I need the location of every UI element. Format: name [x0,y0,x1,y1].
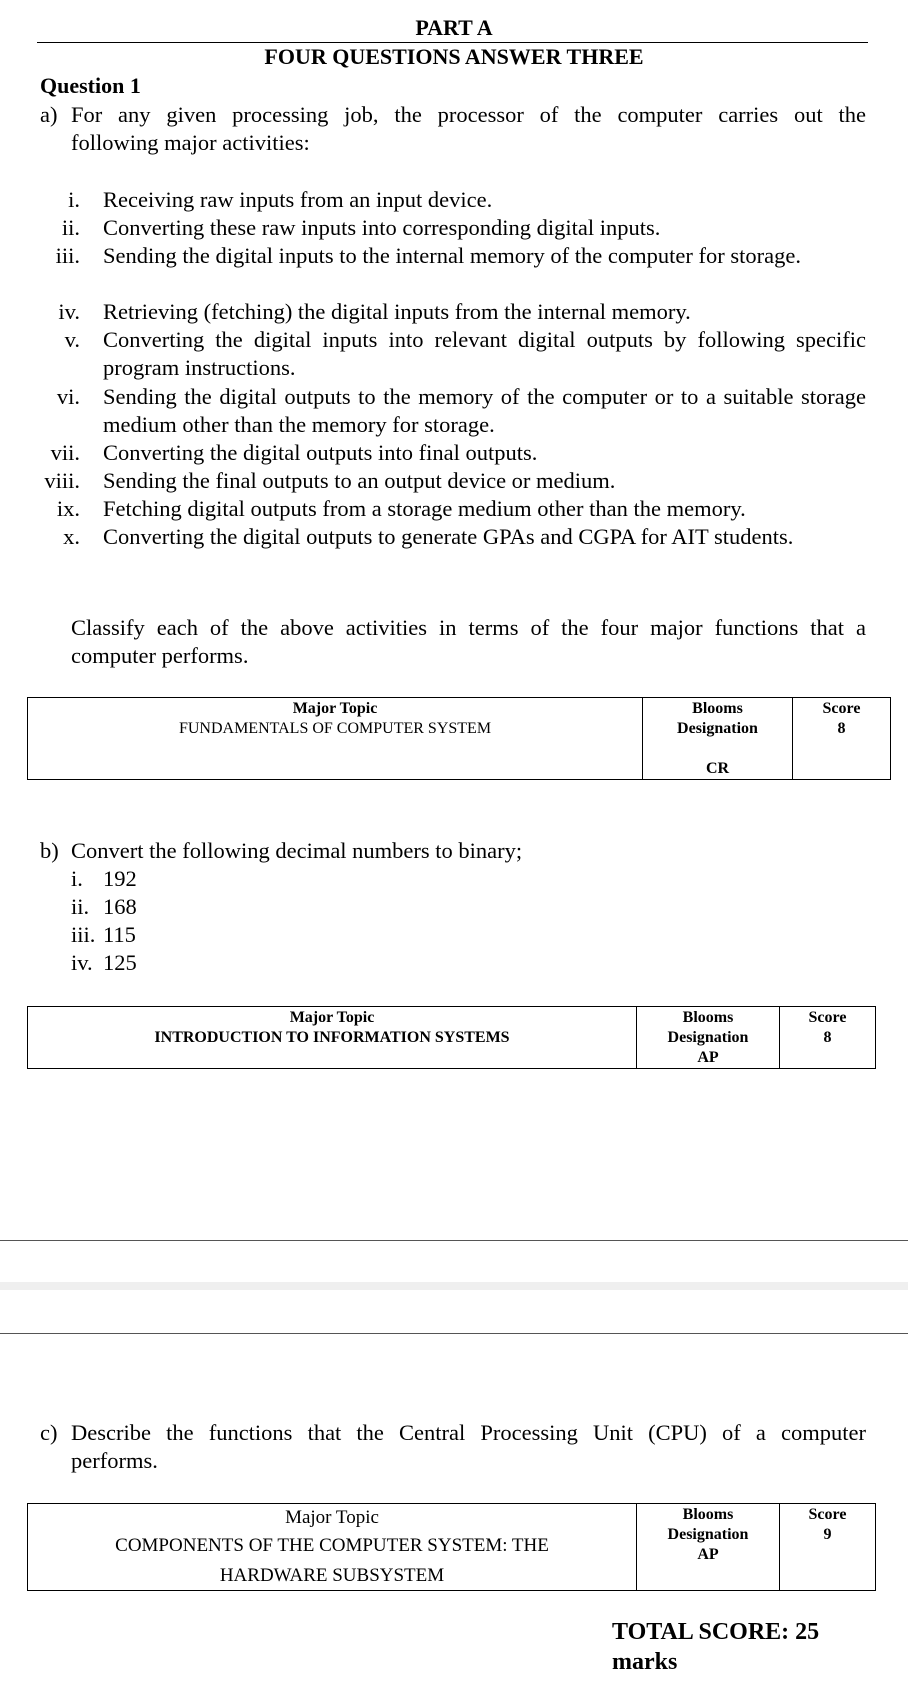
blooms-label: Blooms [682,1009,734,1026]
part-a-intro-line2: following major activities: [71,130,310,155]
decimal-value: 125 [103,950,137,975]
total-score-line2: marks [612,1649,678,1675]
decimal-value: 168 [103,894,137,919]
topic-table-a [27,697,891,780]
major-topic-label: Major Topic [289,1009,375,1026]
part-c-intro-line1: Describe the functions that the Central Processing Unit (CPU) of a computer [71,1420,866,1445]
part-a-label: a) [40,102,58,127]
part-b-intro: Convert the following decimal numbers to binary; [71,838,523,863]
activity-text: Converting the digital outputs into final outputs. [103,440,538,465]
major-topic-value-line2: HARDWARE SUBSYSTEM [219,1565,445,1586]
major-topic-value-line1: COMPONENTS OF THE COMPUTER SYSTEM: THE [115,1535,549,1556]
activity-text: Converting these raw inputs into corresponding digital inputs. [103,215,661,240]
activity-text: Sending the final outputs to an output device or medium. [103,468,616,493]
number-num: iii. [71,922,96,947]
activity-text: Sending the digital outputs to the memory of the computer or to a suitable storage medium other than the memory for storage. [103,384,866,437]
part-c-label: c) [40,1420,58,1445]
page-break-line-bottom [0,1333,908,1334]
classify-line1: Classify each of the above activities in terms of the four major functions that a [71,615,866,640]
decimal-value: 115 [103,922,136,947]
total-score-line1: TOTAL SCORE: 25 [612,1619,820,1645]
page-break-band [0,1282,908,1290]
major-topic-value: INTRODUCTION TO INFORMATION SYSTEMS [154,1029,510,1046]
blooms-label: Blooms [682,1506,734,1523]
number-num: iv. [71,950,93,975]
activity-text: Converting the digital outputs to generate GPAs and CGPA for AIT students. [103,524,794,549]
activity-text: Retrieving (fetching) the digital inputs from the internal memory. [103,299,691,324]
activity-num: vi. [56,384,80,409]
designation-label: Designation [667,1029,749,1046]
activity-num: x. [63,524,80,549]
blooms-value: AP [697,1049,719,1066]
blooms-value: CR [705,760,730,777]
part-a-intro-line1: For any given processing job, the processor of the computer carries out the [71,102,866,127]
designation-label: Designation [677,720,758,737]
blooms-value: AP [697,1546,719,1563]
topic-table-c [27,1503,876,1591]
instruction-title: FOUR QUESTIONS ANSWER THREE [264,44,644,69]
activity-text: Fetching digital outputs from a storage medium other than the memory. [103,496,746,521]
score-value: 8 [837,720,846,737]
decimal-value: 192 [103,866,137,891]
major-topic-label: Major Topic [285,1507,379,1528]
activity-num: i. [68,187,80,212]
activity-num: v. [64,327,80,352]
activity-text: Sending the digital inputs to the internal memory of the computer for storage. [103,243,801,268]
activity-num: ix. [56,496,80,521]
total-score [612,1617,872,1677]
activity-num: vii. [50,440,80,465]
part-title: PART A [415,15,493,40]
major-topic-label: Major Topic [292,700,378,717]
activity-text: Converting the digital inputs into relevant digital outputs by following specific program instructions. [103,327,866,380]
score-label: Score [808,1009,847,1026]
number-num: ii. [71,894,90,919]
major-topic-value: FUNDAMENTALS OF COMPUTER SYSTEM [178,720,492,737]
question-heading: Question 1 [40,73,141,98]
number-num: i. [71,866,83,891]
classify-line2: computer performs. [71,643,249,668]
activity-num: iv. [58,299,80,324]
topic-table-b [27,1006,876,1069]
score-label: Score [808,1506,847,1523]
part-b-label: b) [40,838,59,863]
score-value: 8 [823,1029,832,1046]
activity-num: viii. [44,468,80,493]
part-c-intro-line2: performs. [71,1448,158,1473]
designation-label: Designation [667,1526,749,1543]
header-rule [37,42,868,43]
score-label: Score [822,700,861,717]
activity-num: ii. [61,215,80,240]
blooms-label: Blooms [692,700,743,717]
activity-num: iii. [55,243,80,268]
activity-text: Receiving raw inputs from an input device. [103,187,493,212]
page-break-line-top [0,1240,908,1241]
score-value: 9 [823,1526,832,1543]
